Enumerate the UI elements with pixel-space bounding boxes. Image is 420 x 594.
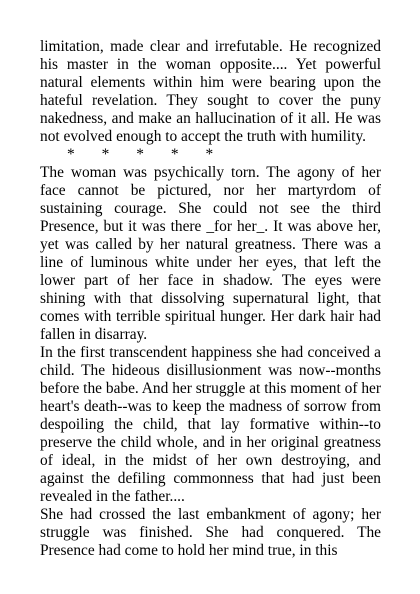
paragraph-4: She had crossed the last embankment of agony; her struggle was finished. She had conquered. The Presence had come to hold her mind true, in this bbox=[40, 506, 381, 559]
book-page bbox=[40, 38, 381, 560]
paragraph-3: In the first transcendent happiness she had conceived a child. The hideous disillusionment was now--months before the babe. And her struggle at this moment of her heart's death--was to keep the madness of sorrow from despoiling the child, that lay formative within--to preserve the child whole, and in her original greatness of ideal, in the midst of her own destroying, and against the defiling commonness that had just been revealed in the father.... bbox=[40, 344, 381, 505]
paragraph-2: The woman was psychically torn. The agony of her face cannot be pictured, nor her martyrdom of sustaining courage. She could not see the third Presence, but it was there _for her_. It was above her, yet was called by her natural greatness. There was a line of luminous white under her eyes, that left the lower part of her face in shadow. The eyes were shining with that dissolving supernatural light, that comes with terrible spiritual hunger. Her dark hair had fallen in disarray. bbox=[40, 164, 381, 343]
paragraph-1: limitation, made clear and irrefutable. He recognized his master in the woman opposite.... Yet powerful natural elements within him were bearing upon the hateful revelation. They sought to cover the puny nakedness, and make an hallucination of it all. He was not evolved enough to accept the truth with humility. bbox=[40, 38, 381, 145]
section-separator: * * * * * bbox=[67, 146, 214, 163]
